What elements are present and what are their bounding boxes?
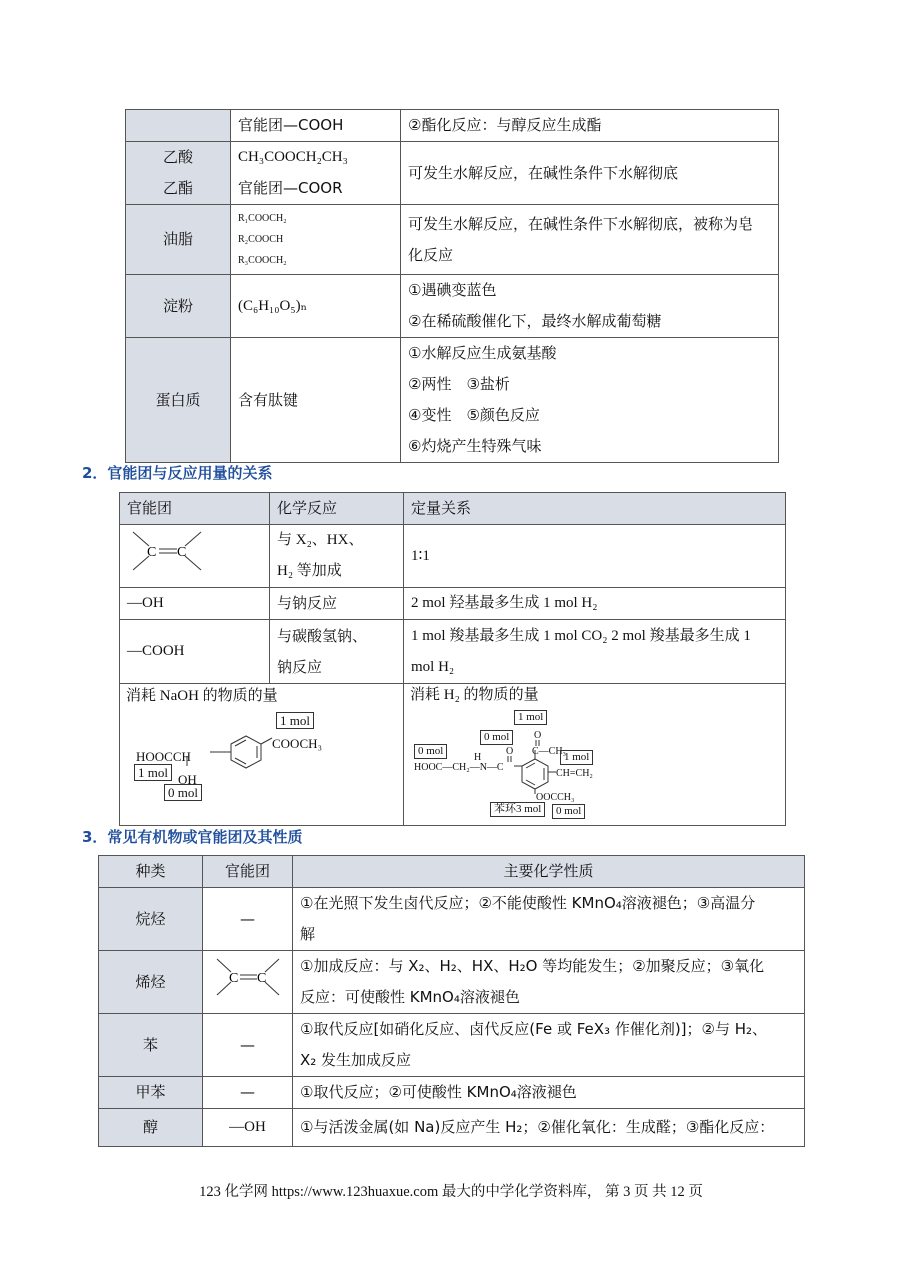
table-row <box>120 684 786 826</box>
alkene-group-cell <box>203 951 293 1014</box>
h2-h-label: H <box>474 752 482 763</box>
props-cell: ②酯化反应：与醇反应生成酯 <box>401 110 779 142</box>
name-cell: 蛋白质 <box>126 338 231 463</box>
box-left-0mol: 0 mol <box>414 744 447 759</box>
table-row <box>126 205 779 275</box>
structure-cell: CH₃COOCH₂CH₃ 官能团—COOR <box>231 142 401 205</box>
props-cell: ①与活泼金属(如 Na)反应产生 H₂；②催化氧化：生成醛；③酯化反应： <box>293 1109 805 1147</box>
props-cell: ①水解反应生成氨基酸 ②两性 ③盐析 ④变性 ⑤颜色反应 ⑥灼烧产生特殊气味 <box>401 338 779 463</box>
svg-text:C: C <box>256 970 266 986</box>
props-cell: ①取代反应[如硝化反应、卤代反应(Fe 或 FeX₃ 作催化剂)]；②与 H₂、 X₂ 发生加成反应 <box>293 1014 805 1077</box>
table-row <box>99 1014 805 1077</box>
organic-properties-table <box>98 855 805 1147</box>
properties-table-1 <box>125 109 779 463</box>
alkene-group-cell <box>120 525 270 588</box>
structure-cell: 含有肽键 <box>231 338 401 463</box>
svg-text:C: C <box>177 544 187 560</box>
name-cell: 淀粉 <box>126 275 231 338</box>
relation-cell: 1∶1 <box>404 525 786 588</box>
h2-chain: HOOC—CH₂—N—C <box>414 762 504 773</box>
table-row <box>126 275 779 338</box>
props-cell: ①取代反应；②可使酸性 KMnO₄溶液褪色 <box>293 1077 805 1109</box>
header-cell: 主要化学性质 <box>293 856 805 888</box>
h2-o-top-label: O <box>534 730 542 741</box>
header-cell: 化学反应 <box>270 493 404 525</box>
h2-vinyl: CH=CH₂ <box>556 768 593 779</box>
header-cell: 种类 <box>99 856 203 888</box>
relation-cell: 2 mol 羟基最多生成 1 mol H₂ <box>404 588 786 620</box>
kind-cell: 烯烃 <box>99 951 203 1014</box>
h2-cell <box>404 684 786 826</box>
name-cell: 油脂 <box>126 205 231 275</box>
group-cell: — <box>203 1077 293 1109</box>
header-cell: 官能团 <box>120 493 270 525</box>
hoocch-label: HOOCCH <box>136 749 191 764</box>
props-cell: 可发生水解反应，在碱性条件下水解彻底 <box>401 142 779 205</box>
carbon-double-bond-structure <box>127 526 207 576</box>
table-row <box>120 588 786 620</box>
props-cell: ①加成反应：与 X₂、H₂、HX、H₂O 等均能发生；②加聚反应；③氧化 反应：可使酸性 KMnO₄溶液褪色 <box>293 951 805 1014</box>
box-1mol-acid: 1 mol <box>134 764 172 781</box>
kind-cell: 苯 <box>99 1014 203 1077</box>
reaction-cell: 与 X₂、HX、 H₂ 等加成 <box>270 525 404 588</box>
table-row <box>99 1077 805 1109</box>
box-top-1mol: 1 mol <box>514 710 547 725</box>
naoh-structure <box>126 708 386 818</box>
table-row <box>126 338 779 463</box>
h2-ester: OOCCH₃ <box>536 792 575 803</box>
svg-text:C: C <box>147 544 157 560</box>
carbon-double-bond-structure <box>213 954 283 1000</box>
box-mid-0mol: 0 mol <box>480 730 513 745</box>
h2-o-label: O <box>506 746 514 757</box>
table-header-row <box>99 856 805 888</box>
section-heading-2: 2．官能团与反应用量的关系 <box>82 464 273 482</box>
h2-title: 消耗 H₂ 的物质的量 <box>410 687 539 703</box>
group-cell: — <box>203 888 293 951</box>
table-row <box>99 888 805 951</box>
svg-text:C: C <box>228 970 238 986</box>
structure-cell: (C₆H₁₀O₅)ₙ <box>231 275 401 338</box>
name-cell: 乙酸 乙酯 <box>126 142 231 205</box>
table-row <box>99 1109 805 1147</box>
box-ring-3mol: 苯环3 mol <box>490 802 545 817</box>
kind-cell: 醇 <box>99 1109 203 1147</box>
props-cell: ①在光照下发生卤代反应；②不能使酸性 KMnO₄溶液褪色；③高温分 解 <box>293 888 805 951</box>
page-footer: 123 化学网 https://www.123huaxue.com 最大的中学化学资料库， 第 3 页 共 12 页 <box>199 1184 703 1200</box>
group-cell: —COOH <box>120 620 270 684</box>
header-cell: 定量关系 <box>404 493 786 525</box>
name-cell <box>126 110 231 142</box>
group-cell: —OH <box>203 1109 293 1147</box>
table-row <box>126 110 779 142</box>
oh-label: OH <box>178 772 197 787</box>
table-row <box>120 620 786 684</box>
group-cell: — <box>203 1014 293 1077</box>
naoh-title: 消耗 NaOH 的物质的量 <box>126 688 278 704</box>
table-row <box>120 525 786 588</box>
structure-cell: 官能团—COOH <box>231 110 401 142</box>
section-heading-3: 3．常见有机物或官能团及其性质 <box>82 828 303 846</box>
naoh-cell <box>120 684 404 826</box>
reaction-cell: 与碳酸氢钠、 钠反应 <box>270 620 404 684</box>
h2-acetyl: C—CH₃ <box>532 746 567 757</box>
props-cell: ①遇碘变蓝色 ②在稀硫酸催化下，最终水解成葡萄糖 <box>401 275 779 338</box>
table-row <box>126 142 779 205</box>
box-0mol-oh: 0 mol <box>164 784 202 801</box>
table-row <box>99 951 805 1014</box>
box-1mol-ester: 1 mol <box>276 712 314 729</box>
kind-cell: 甲苯 <box>99 1077 203 1109</box>
props-cell: 可发生水解反应，在碱性条件下水解彻底，被称为皂 化反应 <box>401 205 779 275</box>
box-vinyl-1mol: 1 mol <box>560 750 593 765</box>
reaction-quantity-table <box>119 492 786 826</box>
cooch3-label: COOCH₃ <box>272 736 323 751</box>
group-cell: —OH <box>120 588 270 620</box>
structure-cell: R₁COOCH₂ R₂COOCH R₃COOCH₂ <box>231 205 401 275</box>
table-header-row <box>120 493 786 525</box>
box-ester-0mol: 0 mol <box>552 804 585 819</box>
h2-structure <box>410 706 650 820</box>
kind-cell: 烷烃 <box>99 888 203 951</box>
header-cell: 官能团 <box>203 856 293 888</box>
reaction-cell: 与钠反应 <box>270 588 404 620</box>
relation-cell: 1 mol 羧基最多生成 1 mol CO₂ 2 mol 羧基最多生成 1 mol H₂ <box>404 620 786 684</box>
